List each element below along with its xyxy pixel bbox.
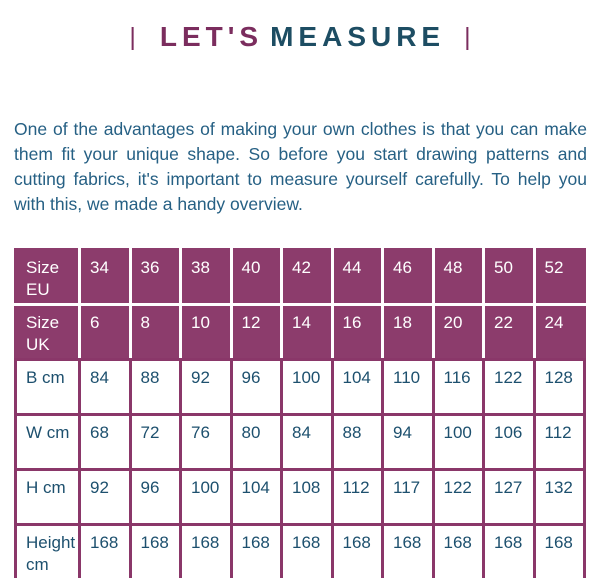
- table-cell: 108: [282, 470, 333, 525]
- table-cell: 38: [181, 250, 232, 305]
- page-title: [0, 0, 600, 53]
- table-cell: 168: [282, 525, 333, 578]
- row-label: B cm: [16, 360, 80, 415]
- row-label: Size EU: [16, 250, 80, 305]
- table-cell: 72: [130, 415, 181, 470]
- table-cell: 116: [433, 360, 484, 415]
- table-cell: 18: [383, 305, 434, 360]
- table-cell: 106: [484, 415, 535, 470]
- row-label: H cm: [16, 470, 80, 525]
- table-cell: 24: [534, 305, 585, 360]
- table-cell: 168: [130, 525, 181, 578]
- table-cell: 128: [534, 360, 585, 415]
- table-cell: 46: [383, 250, 434, 305]
- table-row: [16, 415, 585, 470]
- table-cell: 168: [534, 525, 585, 578]
- size-table-body: [16, 250, 585, 578]
- table-cell: 12: [231, 305, 282, 360]
- table-cell: 14: [282, 305, 333, 360]
- title-bar-right-decoration: |: [464, 23, 471, 51]
- table-cell: 96: [130, 470, 181, 525]
- table-cell: 10: [181, 305, 232, 360]
- table-cell: 168: [433, 525, 484, 578]
- row-label: Height cm: [16, 525, 80, 578]
- title-word-measure: MEASURE: [270, 21, 446, 52]
- table-cell: 88: [332, 415, 383, 470]
- table-cell: 80: [231, 415, 282, 470]
- table-cell: 50: [484, 250, 535, 305]
- table-cell: 36: [130, 250, 181, 305]
- table-cell: 104: [332, 360, 383, 415]
- table-cell: 127: [484, 470, 535, 525]
- table-cell: 76: [181, 415, 232, 470]
- table-cell: 132: [534, 470, 585, 525]
- table-cell: 94: [383, 415, 434, 470]
- size-measurement-table: [14, 248, 586, 578]
- table-cell: 168: [80, 525, 131, 578]
- table-cell: 96: [231, 360, 282, 415]
- table-cell: 68: [80, 415, 131, 470]
- table-cell: 168: [484, 525, 535, 578]
- table-cell: 92: [80, 470, 131, 525]
- table-cell: 16: [332, 305, 383, 360]
- table-cell: 48: [433, 250, 484, 305]
- table-cell: 168: [231, 525, 282, 578]
- table-cell: 92: [181, 360, 232, 415]
- table-cell: 42: [282, 250, 333, 305]
- table-cell: 100: [282, 360, 333, 415]
- table-cell: 104: [231, 470, 282, 525]
- title-word-lets: LET'S: [159, 21, 264, 52]
- table-row: [16, 250, 585, 305]
- table-cell: 52: [534, 250, 585, 305]
- table-cell: 117: [383, 470, 434, 525]
- table-cell: 168: [383, 525, 434, 578]
- row-label: W cm: [16, 415, 80, 470]
- table-cell: 34: [80, 250, 131, 305]
- table-cell: 100: [181, 470, 232, 525]
- table-row: [16, 525, 585, 578]
- table-row: [16, 360, 585, 415]
- table-cell: 88: [130, 360, 181, 415]
- table-cell: 112: [332, 470, 383, 525]
- table-cell: 122: [433, 470, 484, 525]
- table-cell: 40: [231, 250, 282, 305]
- table-cell: 110: [383, 360, 434, 415]
- table-cell: 6: [80, 305, 131, 360]
- table-cell: 168: [181, 525, 232, 578]
- table-cell: 20: [433, 305, 484, 360]
- table-cell: 122: [484, 360, 535, 415]
- table-cell: 112: [534, 415, 585, 470]
- table-cell: 22: [484, 305, 535, 360]
- table-cell: 168: [332, 525, 383, 578]
- title-bar-left-decoration: |: [129, 23, 136, 51]
- row-label: Size UK: [16, 305, 80, 360]
- table-cell: 44: [332, 250, 383, 305]
- table-row: [16, 470, 585, 525]
- intro-paragraph: One of the advantages of making your own clothes is that you can make them fit your unique shape. So before you start drawing patterns and cutting fabrics, it's important to measure yourself carefully. To help you with this, we made a handy overview.: [14, 119, 587, 214]
- table-cell: 84: [80, 360, 131, 415]
- table-row: [16, 305, 585, 360]
- table-cell: 84: [282, 415, 333, 470]
- table-cell: 8: [130, 305, 181, 360]
- table-cell: 100: [433, 415, 484, 470]
